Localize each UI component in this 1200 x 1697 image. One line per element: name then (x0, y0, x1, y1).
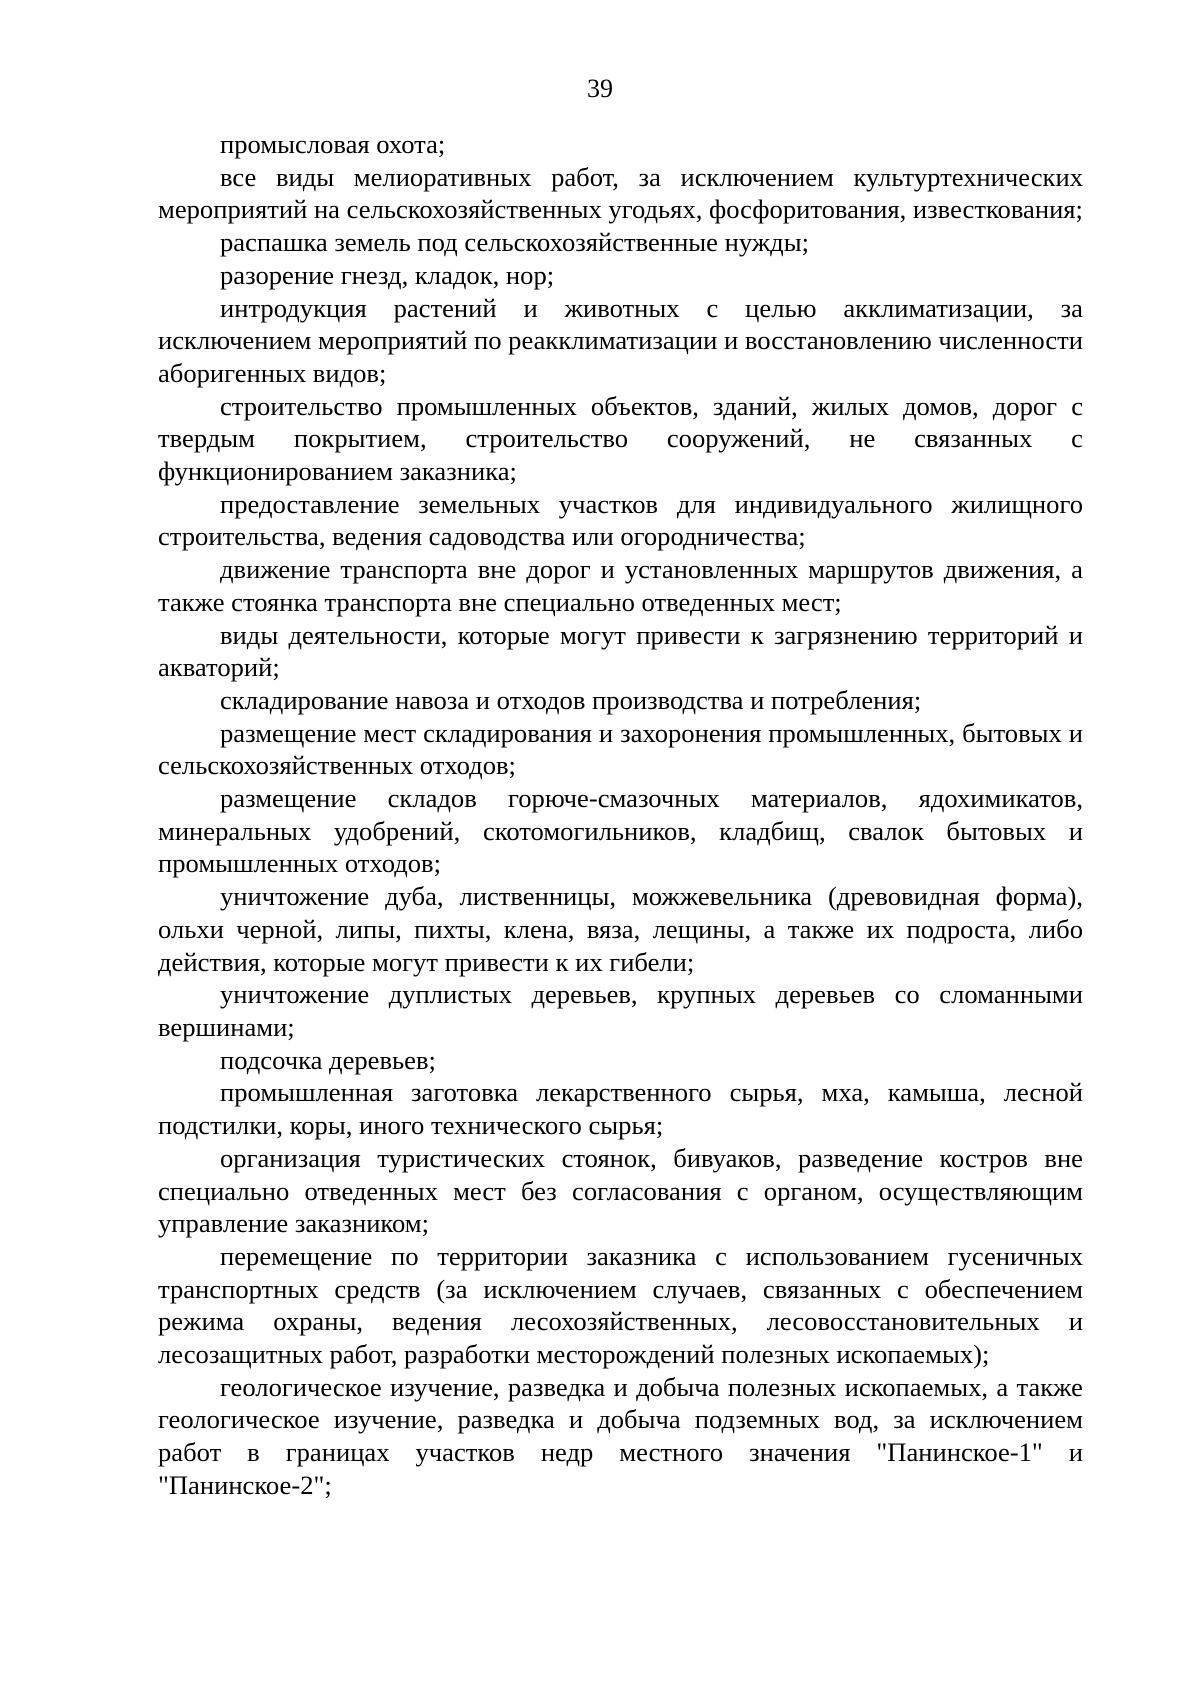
paragraph-transport: движение транспорта вне дорог и установленных маршрутов движения, а также стоянка транспорта вне специально отведенных мест; (158, 554, 1083, 617)
paragraph-waste-disposal: размещение мест складирования и захоронения промышленных, бытовых и сельскохозяйственных отходов; (158, 717, 1083, 781)
paragraph-camping: организация туристических стоянок, бивуаков, разведение костров вне специально отведенных мест без согласования с органом, осуществляющим управление заказником; (158, 1142, 1083, 1239)
paragraph-hunting: промысловая охота; (220, 129, 446, 159)
paragraph-warehouses: размещение складов горюче-смазочных материалов, ядохимикатов, минеральных удобрений, скотомогильников, кладбищ, свалок бытовых и промышленных отходов; (158, 783, 1083, 879)
paragraph-raw-materials: промышленная заготовка лекарственного сырья, мха, камыша, лесной подстилки, коры, иного технического сырья; (158, 1077, 1083, 1141)
paragraph-tree-destruction: уничтожение дуба, лиственницы, можжевельника (древовидная форма), ольхи черной, липы, пихты, клена, вяза, лещины, а также их подроста, либо действия, которые могут привести к их гибели; (158, 881, 1083, 977)
paragraph-plowing: распашка земель под сельскохозяйственные нужды; (220, 227, 809, 258)
paragraph-melioration: все виды мелиоративных работ, за исключением культуртехнических мероприятий на сельскохозяйственных угодьях, фосфоритования, известкования; (158, 161, 1083, 225)
paragraph-tapping: подсочка деревьев; (220, 1044, 436, 1075)
paragraph-introduction: интродукция растений и животных с целью акклиматизации, за исключением мероприятий по реакклиматизации и восстановлению численности аборигенных видов; (158, 292, 1083, 388)
page-number: 39 (587, 74, 613, 103)
paragraph-land-plots: предоставление земельных участков для индивидуального жилищного строительства, ведения садоводства или огородничества; (158, 488, 1083, 552)
paragraph-manure-storage: складирование навоза и отходов производства и потребления; (220, 684, 922, 715)
paragraph-tracked-vehicles: перемещение по территории заказника с использованием гусеничных транспортных средств (за исключением случаев, связанных с обеспечением режима охраны, ведения лесохозяйственных, лесовосстановительных и лесозащитных работ, разработки месторождений полезных ископаемых); (158, 1240, 1083, 1370)
paragraph-pollution: виды деятельности, которые могут привести к загрязнению территорий и акваторий; (158, 619, 1083, 683)
paragraph-construction: строительство промышленных объектов, зданий, жилых домов, дорог с твердым покрытием, строительство сооружений, не связанных с функционированием заказника; (158, 390, 1083, 487)
paragraph-hollow-trees: уничтожение дуплистых деревьев, крупных деревьев со сломанными вершинами; (158, 979, 1083, 1042)
paragraph-geology: геологическое изучение, разведка и добыча полезных ископаемых, а также геологическое изучение, разведка и добыча подземных вод, за исключением работ в границах участков недр местного значения "Панинское-1" и "Панинское-2"; (158, 1371, 1083, 1500)
paragraph-nest-destruction: разорение гнезд, кладок, нор; (220, 259, 555, 290)
document-body (158, 128, 1083, 1502)
